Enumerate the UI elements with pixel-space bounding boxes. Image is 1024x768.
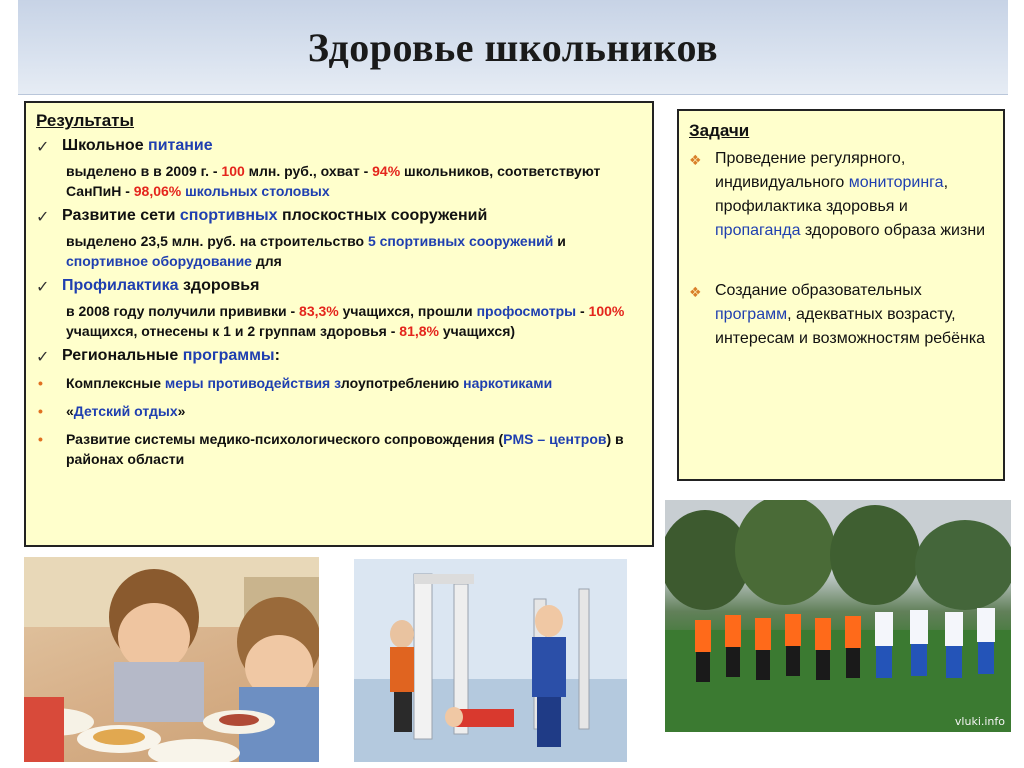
tasks-box (677, 109, 1005, 481)
diamond-bullet-icon: ❖ (689, 152, 702, 168)
item-text: Профилактика здоровья (62, 277, 260, 294)
bullet-text: «Детский отдых» (66, 403, 186, 419)
task-text: Проведение регулярного, индивидуального мониторинга, профилактика здоровья и пропаганда здорового образа жизни (715, 150, 986, 239)
results-item-regional (36, 347, 642, 367)
task-monitoring (689, 147, 993, 243)
title-bar (18, 0, 1008, 95)
results-item-prevention (36, 277, 642, 297)
checkmark-icon: ✓ (36, 139, 50, 156)
checkmark-icon: ✓ (36, 349, 50, 366)
task-programs (689, 279, 993, 351)
bullet-icon: • (38, 403, 43, 419)
school-lunch-illustration (24, 557, 319, 762)
gym-illustration (354, 559, 627, 762)
diamond-bullet-icon: ❖ (689, 284, 702, 300)
task-text: Создание образовательных программ, адекватных возрасту, интересам и возможностям ребёнка (715, 282, 986, 347)
results-sub-nutrition: выделено в в 2009 г. - 100 млн. руб., охват - 94% школьников, соответствуют СанПиН - 98,06% школьных столовых (66, 163, 601, 199)
results-sub-sport: выделено 23,5 млн. руб. на строительство 5 спортивных сооружений и спортивное оборудование для (66, 233, 566, 269)
results-sub-prevention: в 2008 году получили прививки - 83,3% учащихся, прошли профосмотры - 100% учащихся, отнесены к 1 и 2 группам здоровья - 81,8% учащихся) (66, 303, 625, 339)
tasks-heading: Задачи (689, 121, 750, 140)
results-box (24, 101, 654, 547)
bullet-text: Комплексные меры противодействия злоупотреблению наркотиками (66, 375, 553, 391)
photo-school-lunch (24, 557, 319, 762)
page-title: Здоровье школьников (307, 24, 719, 70)
results-bullet-drugs (36, 373, 642, 393)
item-text: Развитие сети спортивных плоскостных сооружений (62, 207, 488, 224)
checkmark-icon: ✓ (36, 279, 50, 296)
bullet-icon: • (38, 431, 43, 447)
results-item-nutrition (36, 137, 642, 157)
item-text: Региональные программы: (62, 347, 280, 364)
bullet-text: Развитие системы медико-психологического сопровождения (PMS – центров) в районах области (66, 431, 624, 467)
photo-football-team (665, 500, 1011, 732)
results-heading: Результаты (36, 111, 135, 130)
bullet-icon: • (38, 375, 43, 391)
item-text: Школьное питание (62, 137, 213, 154)
results-bullet-rest (36, 401, 642, 421)
photo-gym (354, 559, 627, 762)
results-item-sport (36, 207, 642, 227)
results-bullet-pms (36, 429, 642, 469)
football-illustration (665, 500, 1011, 732)
checkmark-icon: ✓ (36, 209, 50, 226)
photo-watermark: vluki.info (954, 715, 1005, 728)
